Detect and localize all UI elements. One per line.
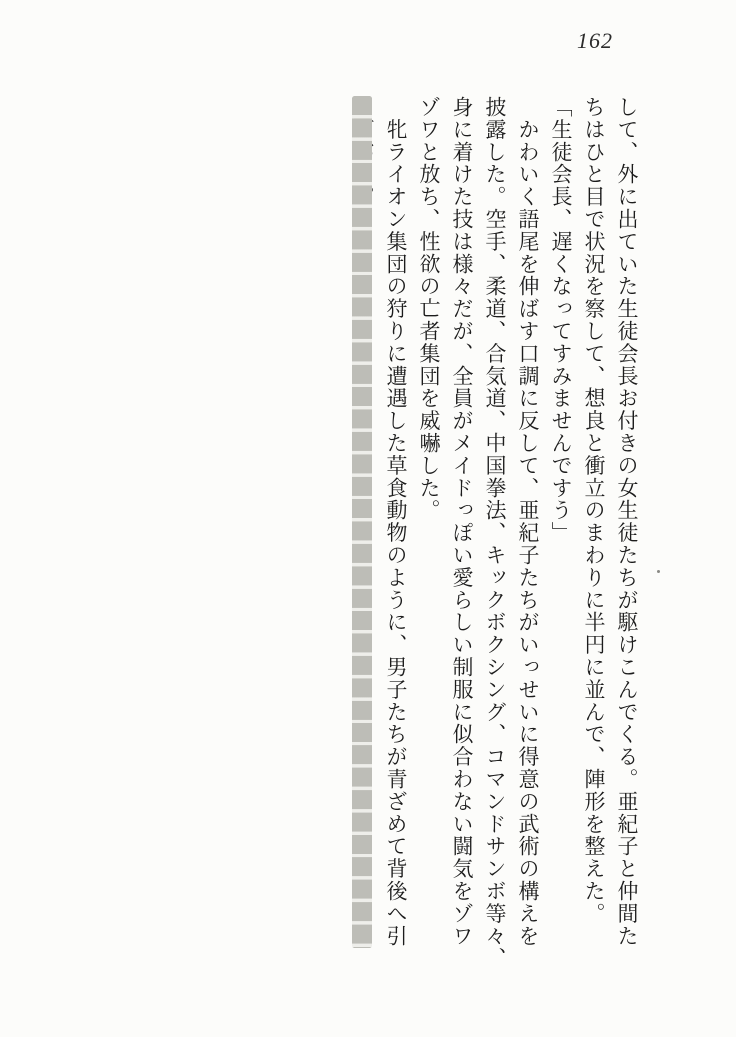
page-number: 162: [577, 28, 613, 53]
text-column: かわいく語尾を伸ばす口調に反して、亜紀子たちがいっせいに得意の武術の構えを: [516, 96, 540, 948]
scan-speck: [657, 570, 660, 573]
text-column: ゾワと放ち、性欲の亡者集団を威嚇した。: [417, 96, 441, 522]
text-column: 牝ライオン集団の狩りに遭遇した草食動物のように、男子たちが青ざめて背後へ引: [384, 96, 408, 948]
redacted-text-bar: [352, 96, 372, 724]
text-column: 披露した。空手、柔道、合気道、中国拳法、キックボクシング、コマンドサンボ等々、: [483, 96, 507, 970]
text-column: 身に着けた技は様々だが、全員がメイドっぽい愛らしい制服に似合わない闘気をゾワ: [450, 96, 474, 948]
text-column: ちはひと目で状況を察して、想良と衝立のまわりに半円に並んで、陣形を整えた。: [582, 96, 606, 925]
vertical-text-block: [346, 96, 643, 970]
text-column: 「生徒会長、遅くなってすみませんですう」: [549, 96, 573, 544]
text-column: して、外に出ていた生徒会長お付きの女生徒たちが駆けこんでくる。亜紀子と仲間た: [615, 96, 639, 948]
